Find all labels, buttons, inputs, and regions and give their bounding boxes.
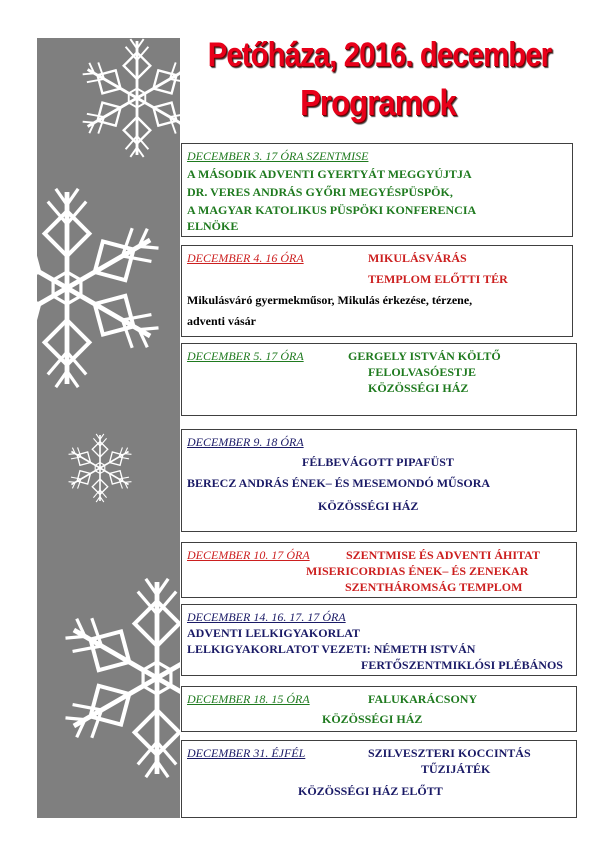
event-line: Mikulásváró gyermekműsor, Mikulás érkezése, térzene, — [187, 293, 473, 307]
event-line: KÖZÖSSÉGI HÁZ — [368, 381, 469, 395]
event-date: DECEMBER 5. 17 ÓRA — [187, 349, 304, 363]
event-date: DECEMBER 4. 16 ÓRA — [187, 251, 304, 265]
event-place: TEMPLOM ELŐTTI TÉR — [368, 272, 508, 286]
snowflake-decoration — [37, 38, 180, 818]
event-line: SZENTHÁROMSÁG TEMPLOM — [345, 580, 523, 594]
event-line: A MAGYAR KATOLIKUS PÜSPÖKI KONFERENCIA — [187, 203, 477, 217]
event-line: SZILVESZTERI KOCCINTÁS — [368, 746, 531, 760]
event-line: LELKIGYAKORLATOT VEZETI: NÉMETH ISTVÁN — [187, 642, 476, 656]
event-card — [181, 143, 573, 237]
event-date: DECEMBER 9. 18 ÓRA — [187, 435, 304, 449]
event-line: A MÁSODIK ADVENTI GYERTYÁT MEGGYÚJTJA — [187, 167, 472, 181]
snowflake-small-icon — [67, 434, 134, 502]
event-date: DECEMBER 18. 15 ÓRA — [187, 692, 310, 706]
event-card — [181, 604, 577, 676]
event-line: FELOLVASÓESTJE — [368, 365, 477, 379]
page-title: Petőháza, 2016. december — [207, 36, 552, 74]
event-card — [181, 686, 577, 732]
event-line: ADVENTI LELKIGYAKORLAT — [187, 626, 361, 640]
event-line: adventi vásár — [187, 314, 256, 328]
event-date: DECEMBER 3. 17 ÓRA SZENTMISE — [187, 149, 369, 163]
snowflake-top-icon — [79, 39, 180, 157]
event-line: GERGELY ISTVÁN KÖLTŐ — [348, 349, 501, 363]
event-line: DR. VERES ANDRÁS GYŐRI MEGYÉSPÜSPÖK, — [187, 185, 453, 199]
event-line: KÖZÖSSÉGI HÁZ — [322, 712, 423, 726]
event-card — [181, 343, 577, 416]
event-card — [181, 245, 573, 337]
snowflake-large-icon — [37, 189, 164, 387]
event-card — [181, 542, 577, 598]
page-subtitle: Programok — [300, 82, 456, 123]
event-line: KÖZÖSSÉGI HÁZ ELŐTT — [298, 784, 443, 798]
event-date: DECEMBER 14. 16. 17. 17 ÓRA — [187, 610, 346, 624]
event-line: FALUKARÁCSONY — [368, 692, 478, 706]
event-line: ELNÖKE — [187, 219, 239, 233]
event-card — [181, 429, 577, 532]
event-line: KÖZÖSSÉGI HÁZ — [318, 499, 419, 513]
event-line: BERECZ ANDRÁS ÉNEK– ÉS MESEMONDÓ MŰSORA — [187, 476, 491, 490]
event-date: DECEMBER 10. 17 ÓRA — [187, 548, 310, 562]
event-date: DECEMBER 31. ÉJFÉL — [187, 746, 306, 760]
decorative-sidebar — [37, 38, 180, 818]
event-card — [181, 740, 577, 818]
event-line: TŰZIJÁTÉK — [421, 762, 491, 776]
event-title: MIKULÁSVÁRÁS — [368, 251, 467, 265]
snowflake-bottom-icon — [60, 579, 180, 777]
event-line: SZENTMISE ÉS ADVENTI ÁHITAT — [346, 548, 540, 562]
event-line: FERTŐSZENTMIKLÓSI PLÉBÁNOS — [361, 658, 563, 672]
event-line: FÉLBEVÁGOTT PIPAFÜST — [302, 455, 454, 469]
event-line: MISERICORDIAS ÉNEK– ÉS ZENEKAR — [306, 564, 529, 578]
